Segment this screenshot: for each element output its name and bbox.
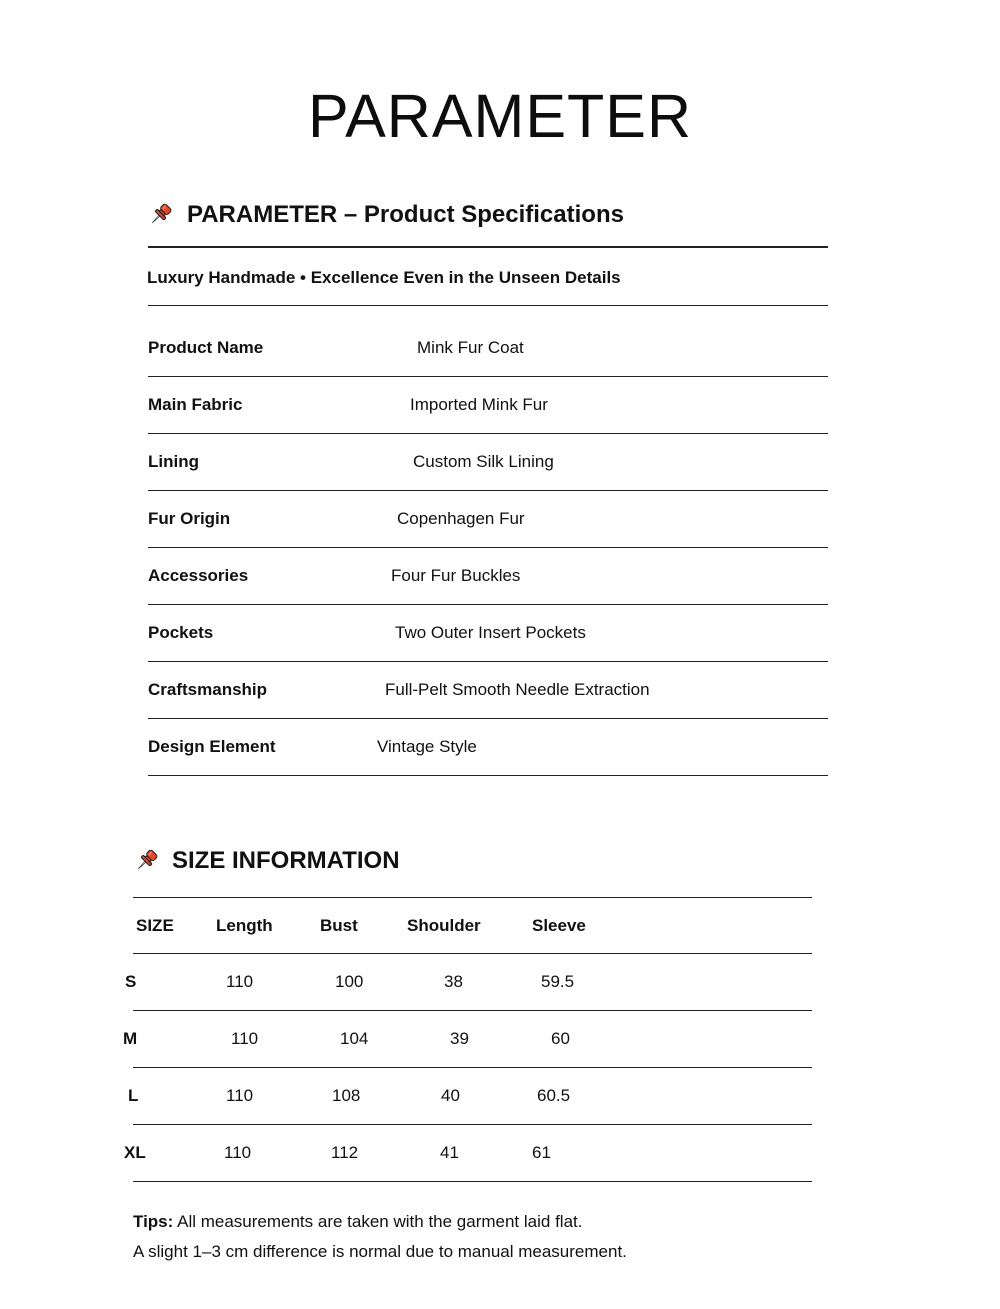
spec-label: Lining — [148, 452, 199, 471]
size-table-row — [125, 954, 812, 1011]
size-cell: S — [125, 972, 137, 991]
spec-value: Full-Pelt Smooth Needle Extraction — [385, 680, 650, 699]
page-title: PARAMETER — [307, 82, 693, 150]
spec-label: Accessories — [148, 566, 249, 585]
size-column-header: Sleeve — [532, 915, 586, 935]
size-cell: 60 — [551, 1029, 570, 1048]
pushpin-icon — [133, 848, 160, 875]
pushpin-icon — [147, 202, 174, 229]
size-section-heading — [133, 845, 400, 877]
size-column-header: Shoulder — [407, 915, 481, 935]
size-column-header: SIZE — [136, 915, 174, 935]
size-cell: 38 — [444, 972, 463, 991]
divider — [148, 246, 828, 248]
size-cell: 110 — [226, 1086, 254, 1105]
size-cell: 41 — [440, 1143, 459, 1162]
spec-label: Fur Origin — [148, 509, 231, 528]
size-column-header: Bust — [320, 915, 358, 935]
spec-section-heading — [147, 197, 624, 233]
tips-note — [133, 1207, 627, 1267]
spec-value: Two Outer Insert Pockets — [395, 623, 586, 642]
tips-line-1: Tips: All measurements are taken with the garment laid flat. — [133, 1212, 583, 1231]
spec-label: Main Fabric — [148, 395, 243, 414]
tips-label: Tips: — [133, 1212, 174, 1231]
size-column-header: Length — [216, 915, 273, 935]
tips-line-2: A slight 1–3 cm difference is normal due to manual measurement. — [133, 1242, 627, 1261]
size-cell: 60.5 — [537, 1086, 571, 1105]
spec-row — [148, 719, 828, 776]
spec-row — [148, 434, 828, 491]
size-cell: 104 — [340, 1029, 369, 1048]
size-table-header-row — [133, 898, 812, 954]
spec-value: Four Fur Buckles — [391, 566, 521, 585]
size-cell: 110 — [226, 972, 254, 991]
spec-subtitle: Luxury Handmade • Excellence Even in the Unseen Details — [147, 268, 621, 287]
spec-label: Design Element — [148, 737, 276, 756]
spec-label: Craftsmanship — [148, 680, 268, 699]
size-cell: L — [128, 1086, 139, 1105]
spec-row — [148, 605, 828, 662]
spec-value: Vintage Style — [377, 737, 477, 756]
spec-value: Mink Fur Coat — [417, 338, 524, 357]
size-cell: 112 — [331, 1143, 359, 1162]
spec-row — [148, 662, 828, 719]
size-cell: 61 — [532, 1143, 551, 1162]
spec-row — [148, 306, 828, 377]
size-cell: 39 — [450, 1029, 469, 1048]
size-cell: 40 — [441, 1086, 460, 1105]
size-table — [123, 897, 812, 1182]
size-cell: XL — [124, 1143, 146, 1162]
spec-row — [148, 548, 828, 605]
size-cell: M — [123, 1029, 138, 1048]
size-table-row — [124, 1125, 812, 1182]
spec-value: Imported Mink Fur — [410, 395, 548, 414]
size-section-title: SIZE INFORMATION — [172, 847, 400, 874]
size-cell: 100 — [335, 972, 364, 991]
spec-row — [148, 491, 828, 548]
spec-value: Custom Silk Lining — [413, 452, 554, 471]
size-cell: 110 — [231, 1029, 259, 1048]
spec-section-title: PARAMETER – Product Specifications — [187, 201, 624, 228]
spec-value: Copenhagen Fur — [397, 509, 525, 528]
spec-row — [148, 377, 828, 434]
size-cell: 59.5 — [541, 972, 575, 991]
spec-label: Pockets — [148, 623, 214, 642]
size-table-row — [123, 1011, 812, 1068]
size-table-row — [128, 1068, 812, 1125]
size-cell: 108 — [332, 1086, 361, 1105]
size-cell: 110 — [224, 1143, 252, 1162]
spec-table — [148, 305, 828, 776]
spec-label: Product Name — [148, 338, 264, 357]
